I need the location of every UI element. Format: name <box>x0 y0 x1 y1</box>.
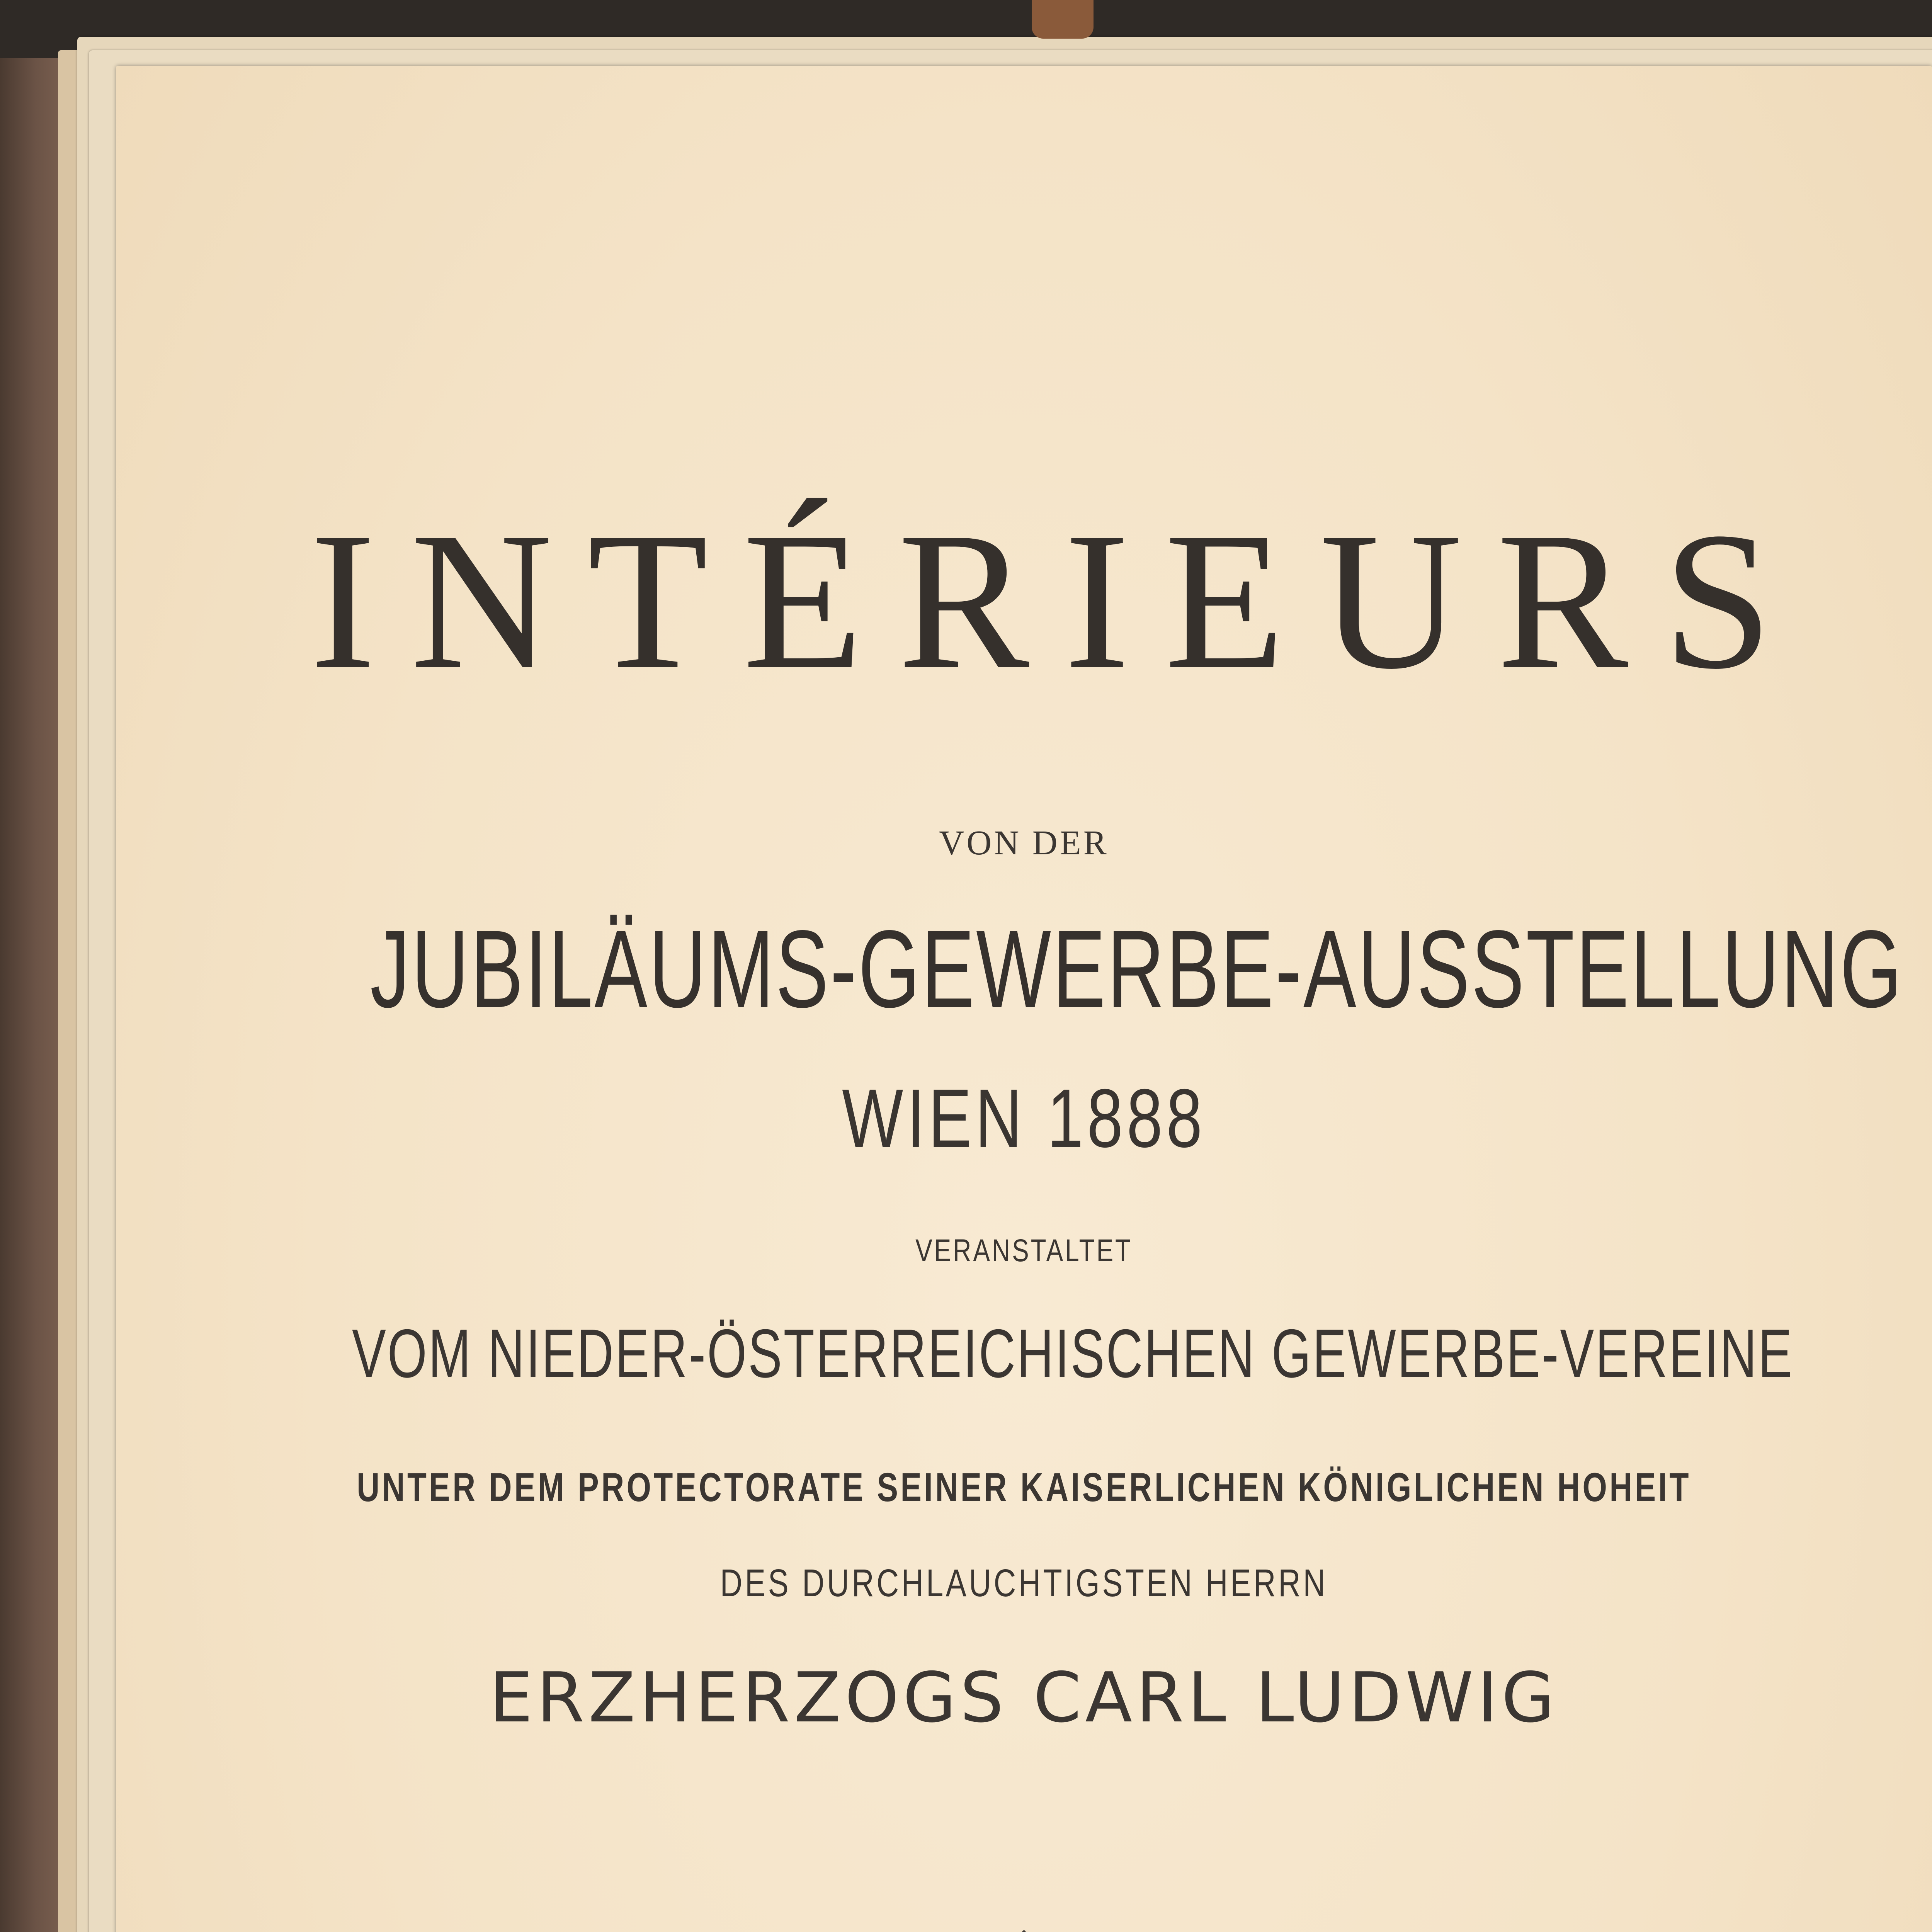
title-page <box>116 66 1932 1932</box>
exhibition-name: JUBILÄUMS-GEWERBE-AUSSTELLUNG <box>370 908 1903 1031</box>
patronage-line-1: UNTER DEM PROTECTORATE SEINER KAISERLICHEN KÖNIGLICHEN HOHEIT <box>357 1465 1691 1510</box>
ribbon-strap <box>1032 0 1094 39</box>
main-title: INTÉRIEURS <box>310 492 1808 710</box>
organiser-name: VOM NIEDER-ÖSTERREICHISCHEN GEWERBE-VEREINE <box>352 1315 1794 1392</box>
monogram-cartouche-icon <box>889 1920 1159 1932</box>
exhibition-place-year: WIEN 1888 <box>842 1071 1206 1165</box>
subtitle-von: VON DER <box>939 824 1109 862</box>
patronage-line-2: DES DURCHLAUCHTIGSTEN HERRN <box>720 1561 1328 1605</box>
organised-label: VERANSTALTET <box>915 1233 1133 1268</box>
patron-name: ERZHERZOGS CARL LUDWIG <box>489 1658 1559 1738</box>
